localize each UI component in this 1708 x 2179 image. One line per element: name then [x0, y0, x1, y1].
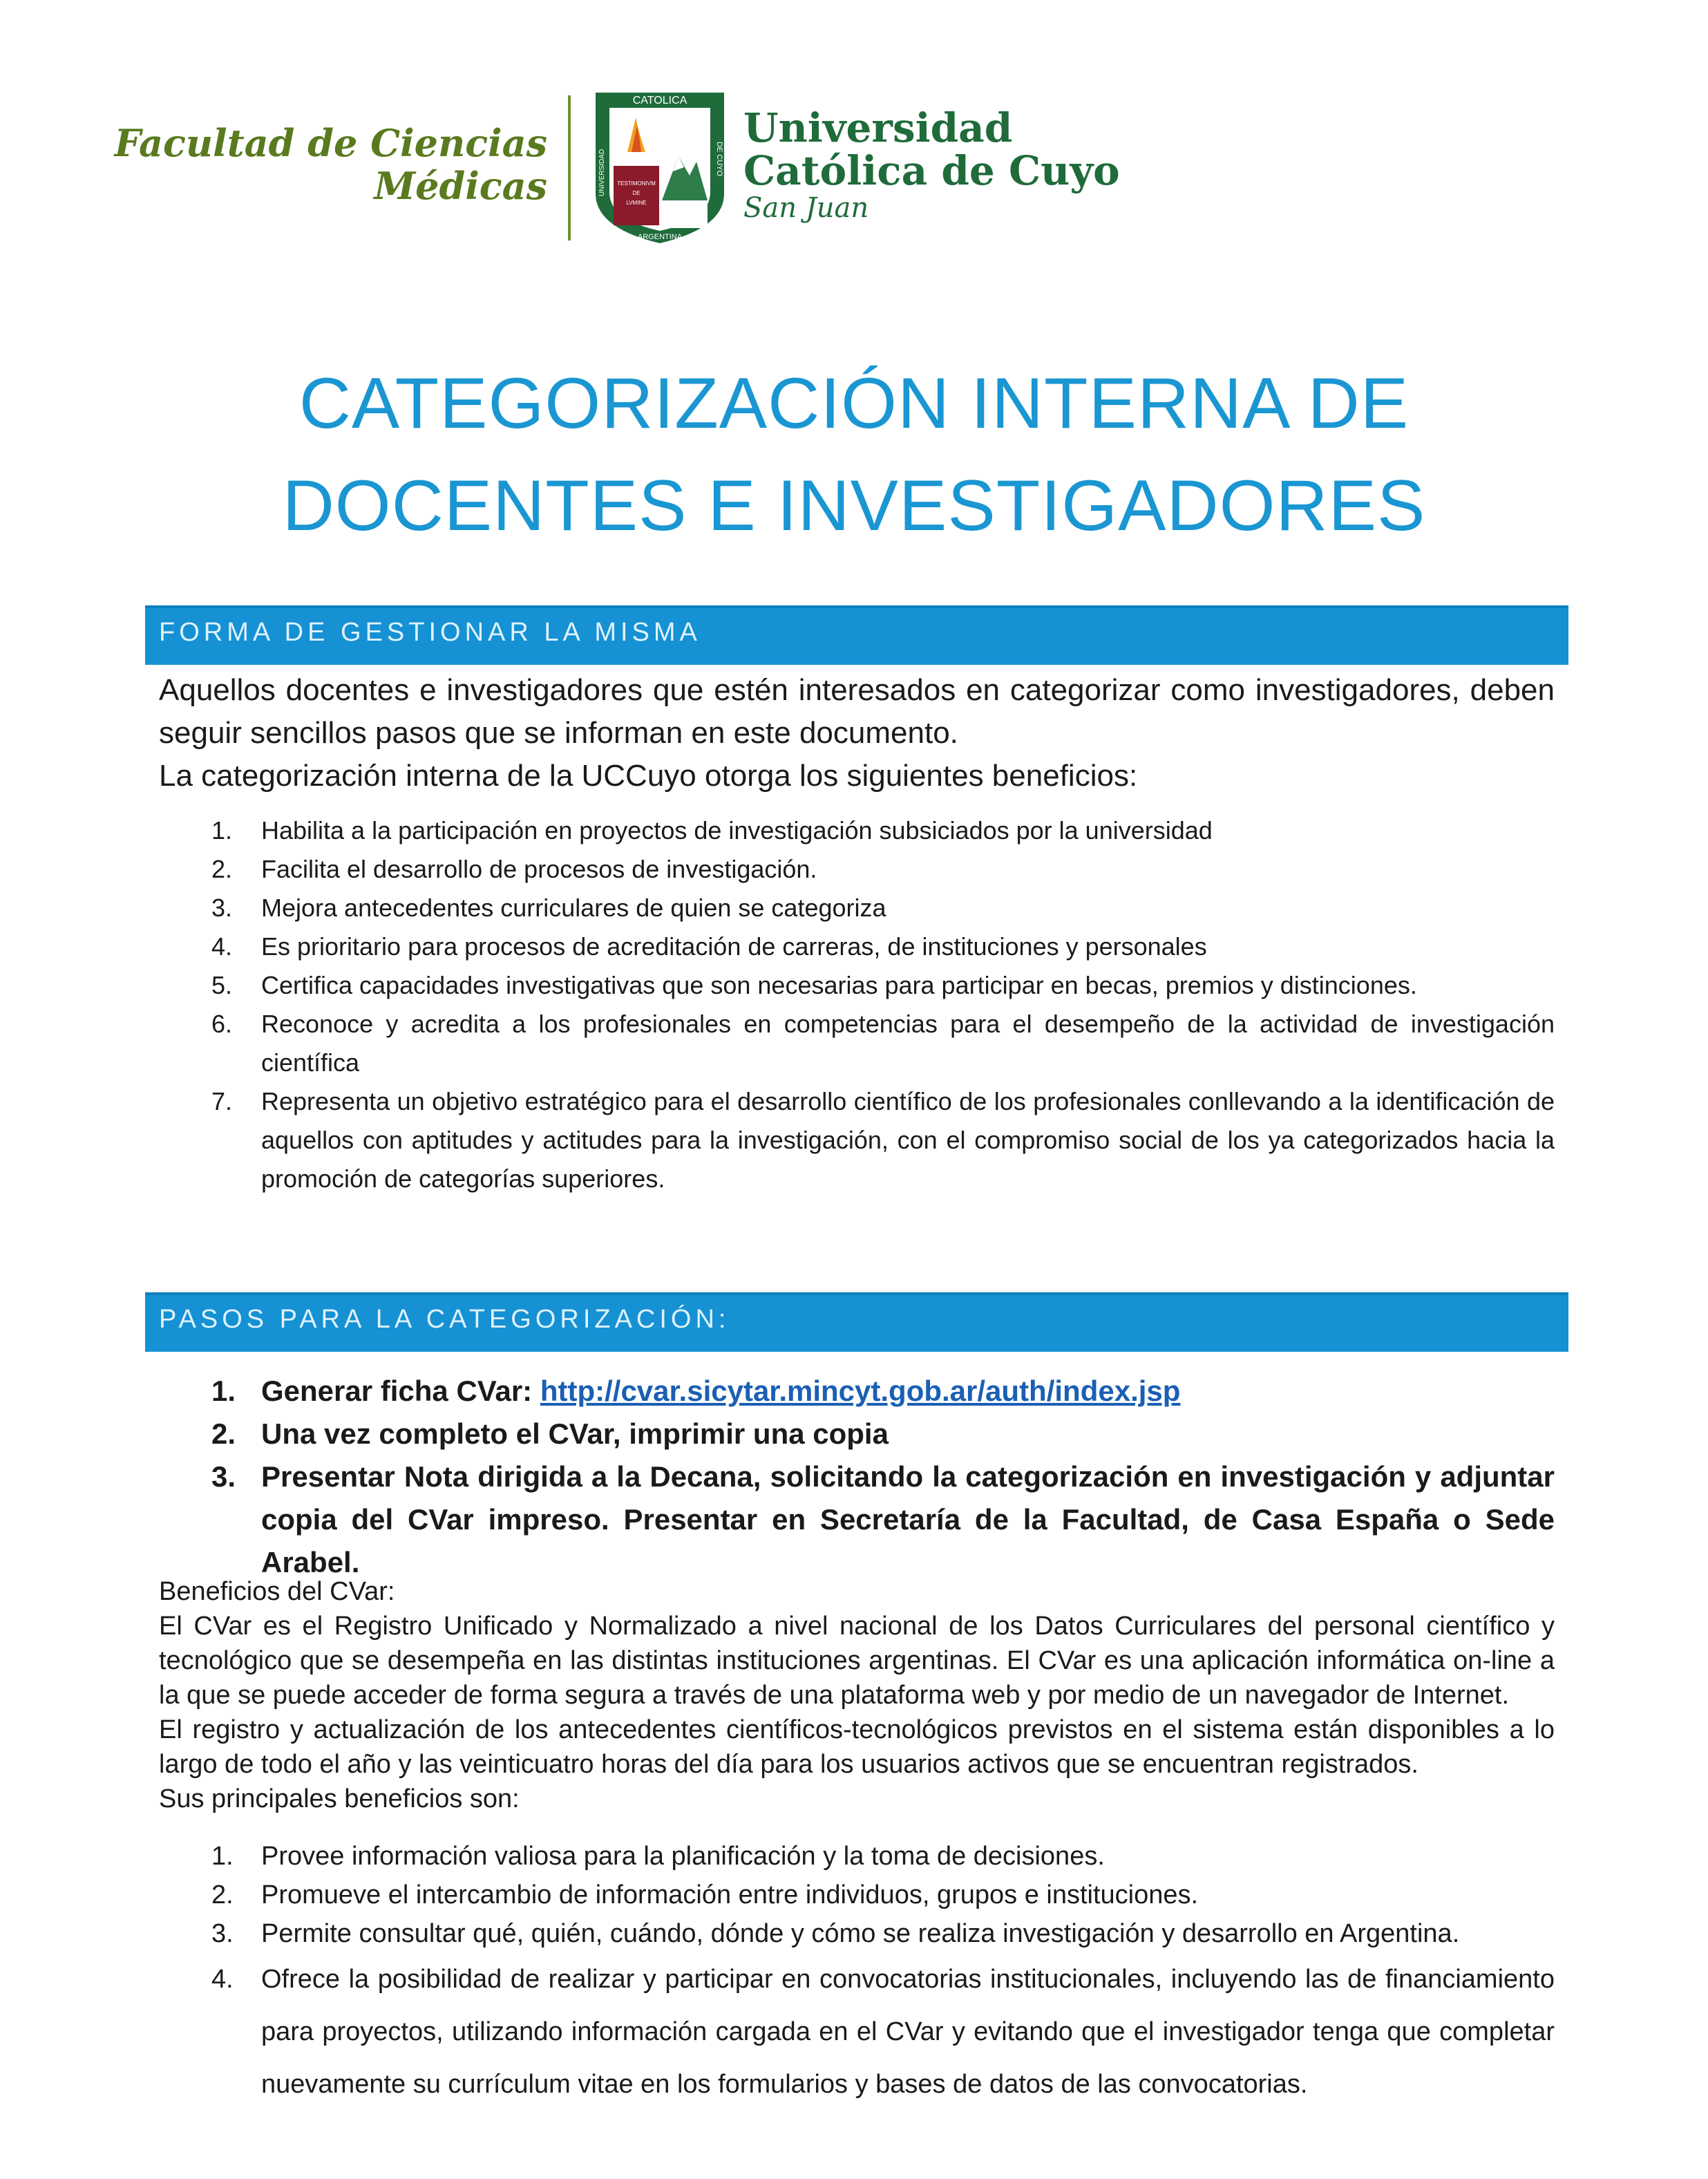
cvar-description: [159, 1574, 1555, 1816]
crest-motto-3: LVMINE: [626, 200, 647, 206]
section-heading: FORMA DE GESTIONAR LA MISMA: [159, 618, 701, 647]
list-item: 1. Habilita a la participación en proyectos de investigación subsiciados por la universidad: [211, 816, 1213, 845]
steps-heading: PASOS PARA LA CATEGORIZACIÓN:: [159, 1305, 730, 1334]
list-item: 2. Promueve el intercambio de información entre individuos, grupos e instituciones.: [211, 1880, 1199, 1909]
header: [0, 90, 1708, 249]
intro-paragraph: [159, 669, 1555, 798]
list-item: 2. Facilita el desarrollo de procesos de investigación.: [211, 855, 817, 883]
step-item: 2. Una vez completo el CVar, imprimir una copia: [211, 1417, 889, 1450]
list-item: 3. Mejora antecedentes curriculares de quien se categoriza: [211, 894, 886, 922]
university-line2: Católica de Cuyo: [743, 147, 1120, 194]
cvar-paragraph-3: Sus principales beneficios son:: [159, 1784, 520, 1813]
step-item: 1. Generar ficha CVar: http://cvar.sicytar.mincyt.gob.ar/auth/index.jsp: [211, 1375, 1181, 1407]
steps-heading-band: [145, 1292, 1568, 1352]
page-title: [0, 352, 1708, 557]
title-line1: CATEGORIZACIÓN INTERNA DE: [298, 364, 1410, 444]
intro-text-2: La categorización interna de la UCCuyo otorga los siguientes beneficios:: [159, 759, 1138, 793]
faculty-line1: Facultad de Ciencias: [114, 121, 547, 165]
logo-divider: [568, 95, 571, 240]
cvar-link[interactable]: http://cvar.sicytar.mincyt.gob.ar/auth/index.jsp: [540, 1375, 1181, 1407]
crest-left-text: UNIVERSIDAD: [598, 149, 606, 197]
title-line2: DOCENTES E INVESTIGADORES: [282, 466, 1426, 546]
crest-motto-1: TESTIMONIVM: [617, 180, 656, 187]
university-crest-logo: [593, 90, 727, 246]
cvar-benefits-list: [159, 1837, 1555, 2111]
steps-list: [159, 1370, 1555, 1584]
intro-text-1: Aquellos docentes e investigadores que estén interesados en categorizar como investigadores, deben seguir sencillos pasos que se informan en este documento.: [159, 673, 1555, 750]
list-item: 4. Ofrece la posibilidad de realizar y participar en convocatorias institucionales, incluyendo las de financiamiento para proyectos, utilizando información cargada en el CVar y evitando que el investigador tenga que completar nuevamente su currículum vitae en los formularios y bases de datos de las convocatorias.: [211, 1965, 1555, 2099]
benefits-list: [159, 811, 1555, 1198]
list-item: 5. Certifica capacidades investigativas que son necesarias para participar en becas, premios y distinciones.: [211, 971, 1417, 999]
step-item: 3. Presentar Nota dirigida a la Decana, solicitando la categorización en investigación y adjuntar copia del CVar impreso. Presentar en Secretaría de la Facultad, de Casa España o Sede Arabel.: [211, 1460, 1555, 1578]
cvar-paragraph-1: El CVar es el Registro Unificado y Normalizado a nivel nacional de los Datos Curriculares del personal científico y tecnológico que se desempeña en las distintas instituciones argentinas. El CVar es una aplicación informática on-line a la que se puede acceder de forma segura a través de una plataforma web y por medio de un navegador de Internet.: [159, 1612, 1555, 1710]
faculty-name: [115, 122, 547, 207]
university-name: [743, 106, 1120, 224]
crest-bottom-text: ARGENTINA: [637, 233, 683, 241]
list-item: 6. Reconoce y acredita a los profesionales en competencias para el desempeño de la actividad de investigación científica: [211, 1010, 1555, 1077]
list-item: 4. Es prioritario para procesos de acreditación de carreras, de instituciones y personales: [211, 932, 1207, 961]
crest-top-text: CATOLICA: [632, 95, 687, 106]
faculty-line2: Médicas: [374, 164, 547, 208]
cvar-heading: Beneficios del CVar:: [159, 1577, 395, 1606]
list-item: 3. Permite consultar qué, quién, cuándo, dónde y cómo se realiza investigación y desarrollo en Argentina.: [211, 1919, 1460, 1948]
university-line3: San Juan: [743, 192, 869, 224]
list-item: 7. Representa un objetivo estratégico para el desarrollo científico de los profesionales conllevando a la identificación de aquellos con aptitudes y actitudes para la investigación, con el compromiso social de los ya categorizados hacia la promoción de categorías superiores.: [211, 1087, 1555, 1193]
cvar-paragraph-2: El registro y actualización de los antecedentes científicos-tecnológicos previstos en el sistema están disponibles a lo largo de todo el año y las veinticuatro horas del día para los usuarios activos que se encuentran registrados.: [159, 1715, 1555, 1779]
section-heading-band: [145, 605, 1568, 665]
list-item: 1. Provee información valiosa para la planificación y la toma de decisiones.: [211, 1842, 1105, 1871]
crest-right-text: DE CUYO: [715, 141, 723, 177]
university-line1: Universidad: [743, 104, 1013, 151]
crest-motto-2: DE: [632, 190, 640, 196]
